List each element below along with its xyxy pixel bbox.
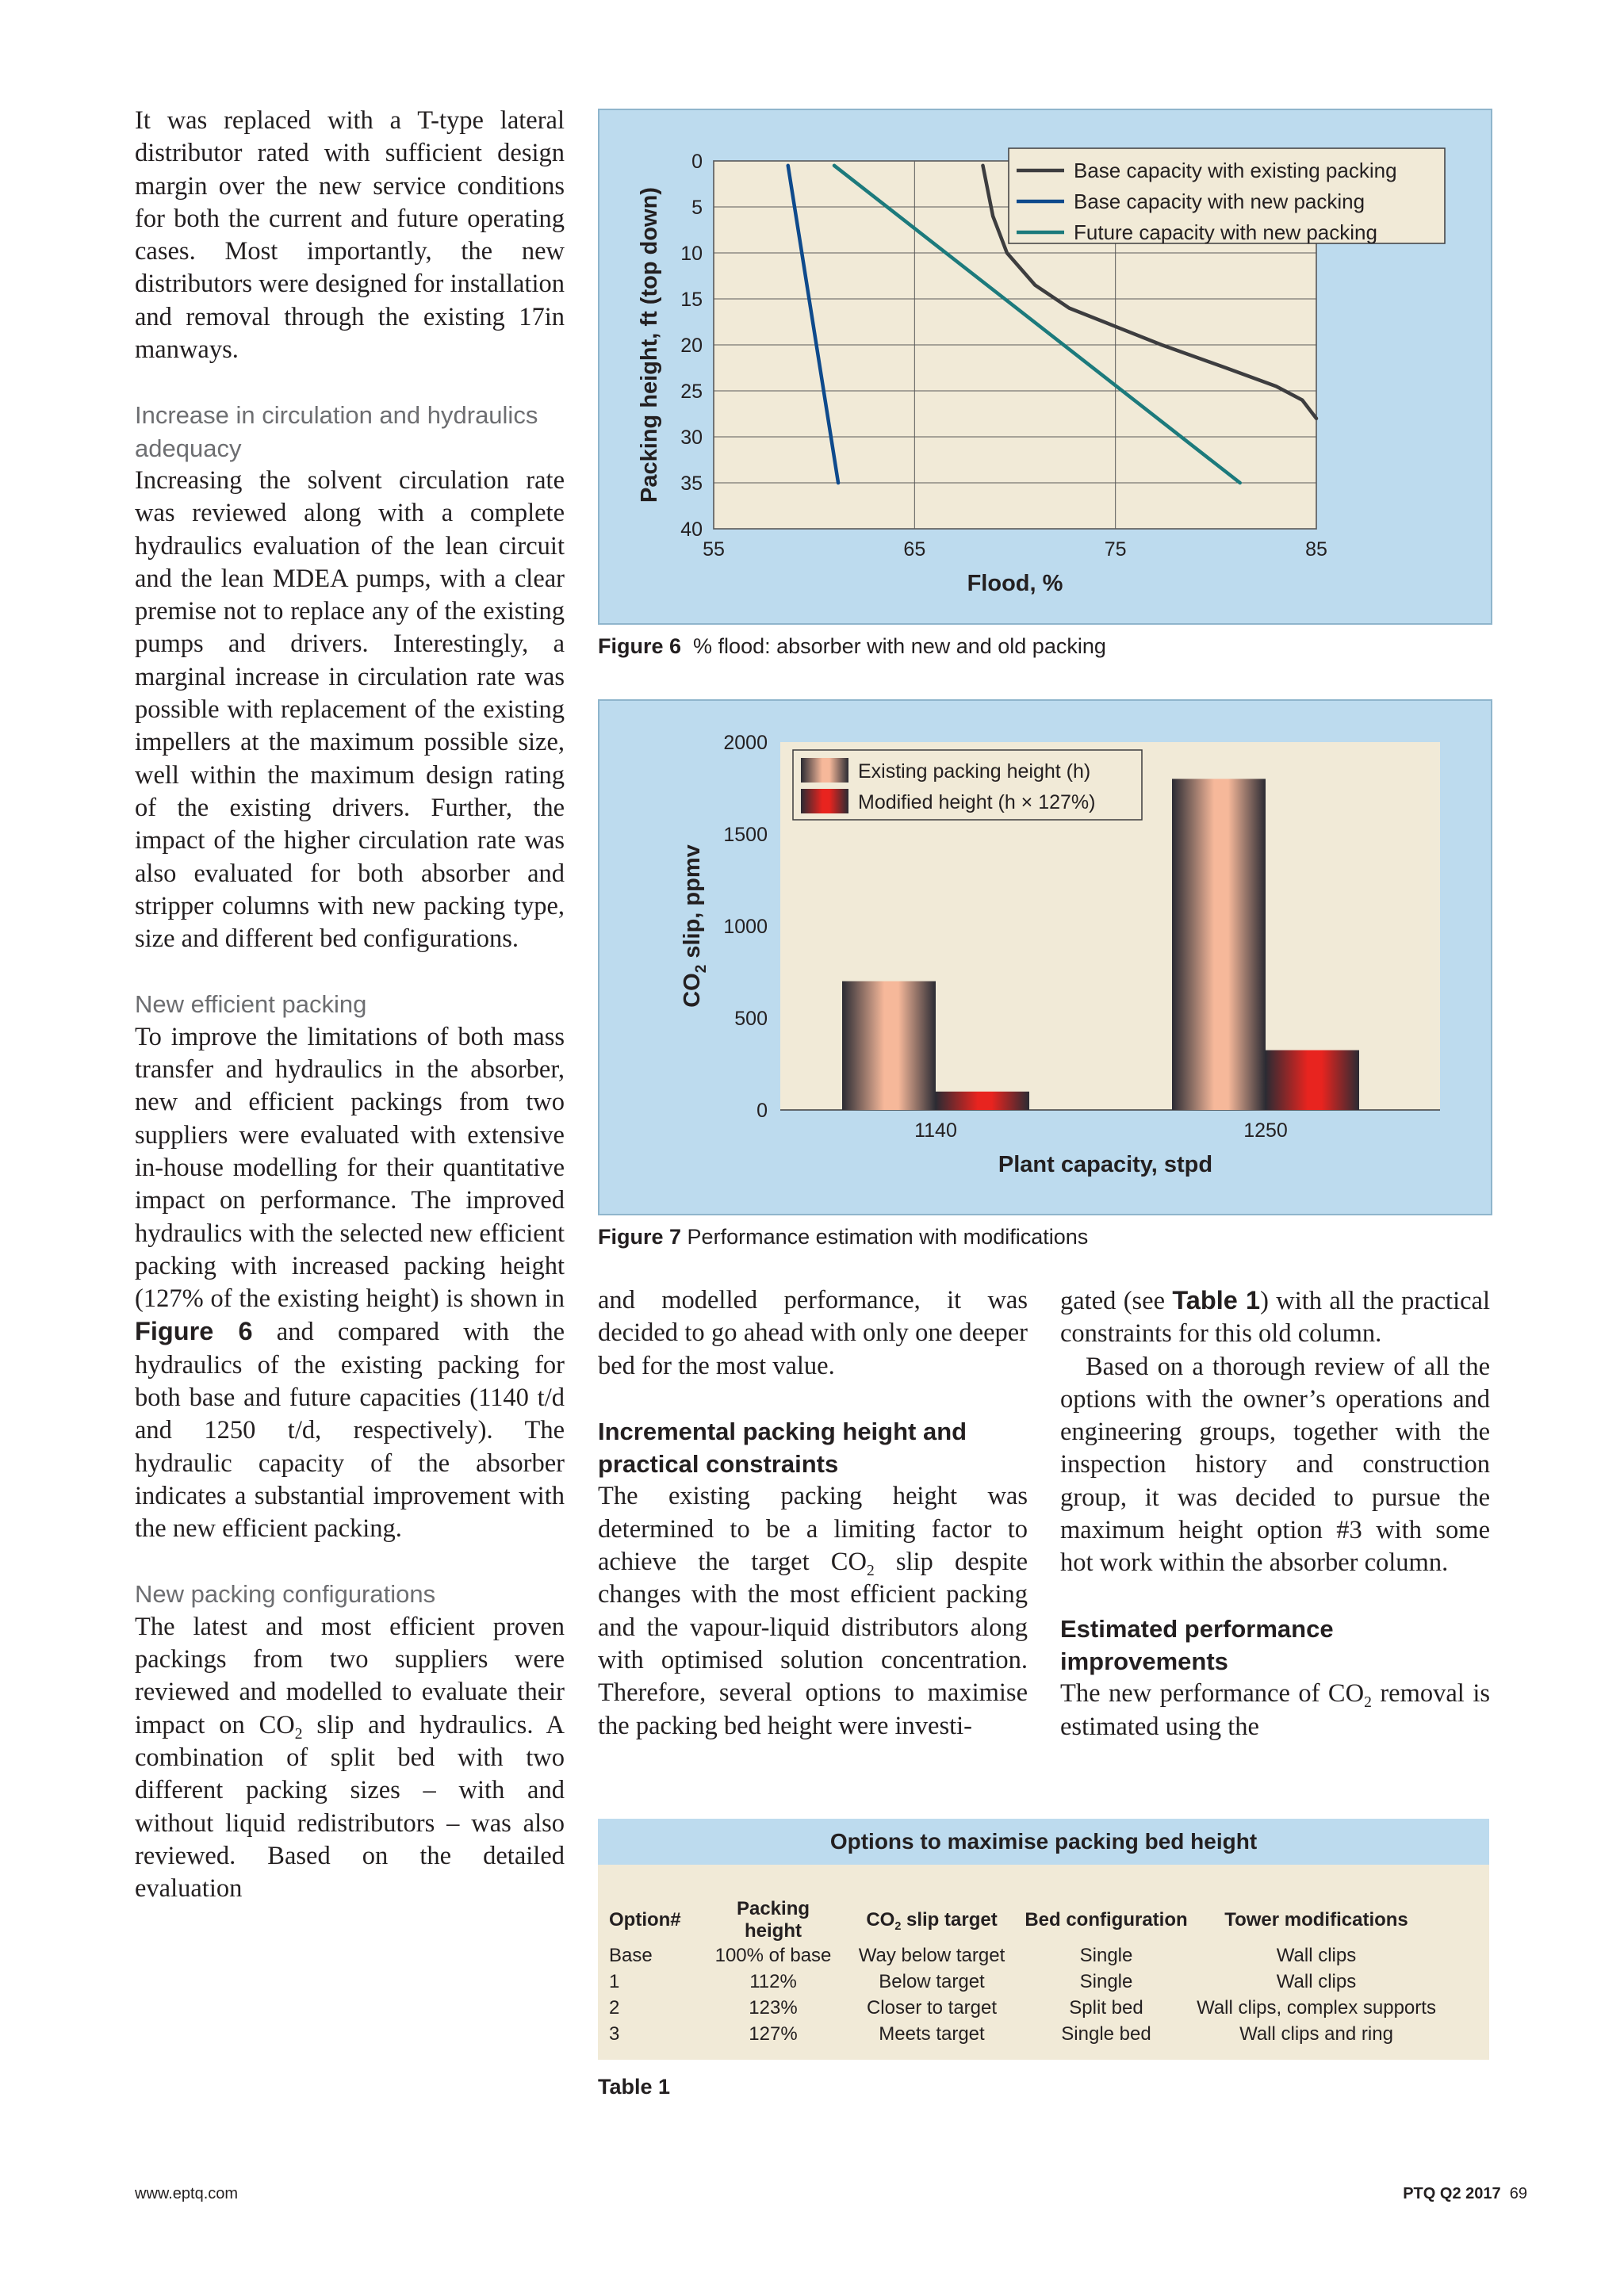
column-header: Bed configuration bbox=[1025, 1909, 1188, 1931]
table-cell: 127% bbox=[749, 2022, 798, 2045]
x-axis-title: Plant capacity, stpd bbox=[998, 1152, 1213, 1177]
legend-label: Future capacity with new packing bbox=[1074, 220, 1377, 244]
bar bbox=[1172, 779, 1266, 1110]
column-header: Option# bbox=[609, 1909, 681, 1931]
paragraph: Increasing the solvent circulation rate was reviewed along with a complete hydraulics evaluation of the lean circuit and the lean MDEA pumps, with a clear premise not to replace any of the existing pumps and drivers. Interestingly, a marginal increase in circulation rate was possible with replacement of the existing impellers at the maximum possible size, well within the maximum design rating of the existing drivers. Further, the impact of the higher circulation rate was also evaluated for both absorber and stripper columns with new packing type, size and different bed configurations. bbox=[135, 465, 565, 954]
x-tick-label: 85 bbox=[1305, 538, 1327, 561]
table-row bbox=[609, 1942, 1443, 1969]
figure-6-caption: Figure 6 % flood: absorber with new and old packing bbox=[598, 634, 1106, 658]
table-cell: Wall clips, complex supports bbox=[1197, 1996, 1436, 2019]
paragraph: gated (see Table 1) with all the practical constraints for this old column. bbox=[1060, 1286, 1490, 1349]
table-cell: Below target bbox=[879, 1970, 985, 1992]
table-cell: Wall clips bbox=[1276, 1944, 1357, 1966]
y-axis-title: $CO_2$ slip, ppmv bbox=[680, 844, 710, 1008]
y-tick-label: 0 bbox=[691, 151, 703, 173]
x-axis-title: Flood, % bbox=[967, 571, 1063, 596]
legend-label: Base capacity with new packing bbox=[1074, 189, 1365, 213]
table-cell: Base bbox=[609, 1944, 653, 1966]
table-cell: Single bbox=[1079, 1970, 1133, 1992]
y-tick-label: 1000 bbox=[723, 916, 768, 938]
x-tick-label: 75 bbox=[1104, 538, 1127, 561]
y-tick-label: 40 bbox=[680, 519, 703, 541]
table-cell: Closer to target bbox=[866, 1996, 998, 2019]
table-row bbox=[609, 1969, 1443, 1995]
legend-label: Existing packing height (h) bbox=[858, 760, 1091, 783]
table-1-caption: Table 1 bbox=[598, 2075, 671, 2099]
table-cell: Single bed bbox=[1061, 2022, 1151, 2045]
column-header: Tower modifications bbox=[1224, 1909, 1408, 1931]
text-column-2 bbox=[598, 1284, 1028, 1743]
column-header: Packing height bbox=[736, 1898, 810, 1942]
y-tick-label: 15 bbox=[680, 289, 703, 311]
x-tick-label: 1250 bbox=[1243, 1119, 1288, 1142]
bar bbox=[1266, 1050, 1359, 1110]
table-cell: 100% of base bbox=[714, 1944, 832, 1966]
paragraph: The new performance of $CO_2$ removal is estimated using the bbox=[1060, 1679, 1490, 1741]
figure-reference: Figure 6 bbox=[135, 1317, 253, 1346]
table-row bbox=[609, 2021, 1443, 2047]
table-cell: Way below target bbox=[858, 1944, 1005, 1966]
text-column-3 bbox=[1060, 1284, 1490, 1743]
table-cell: Split bed bbox=[1069, 1996, 1143, 2019]
section-heading: Incremental packing height and practical constraints bbox=[598, 1417, 967, 1479]
x-tick-label: 65 bbox=[903, 538, 926, 561]
y-tick-label: 500 bbox=[734, 1008, 768, 1030]
options-table bbox=[609, 1898, 1443, 2047]
table-cell: Single bbox=[1079, 1944, 1133, 1966]
x-tick-label: 1140 bbox=[914, 1119, 957, 1142]
table-cell: Wall clips bbox=[1276, 1970, 1357, 1992]
legend-swatch bbox=[801, 789, 848, 813]
footer-issue: PTQ Q2 2017 69 bbox=[1403, 2185, 1527, 2202]
table-header-row bbox=[609, 1898, 1443, 1942]
legend-label: Modified height (h × 127%) bbox=[858, 791, 1096, 813]
y-tick-label: 25 bbox=[680, 381, 703, 403]
y-tick-label: 1500 bbox=[723, 824, 768, 846]
co2-slip-bar-chart bbox=[599, 701, 1491, 1214]
section-heading: New packing configurations bbox=[135, 1580, 436, 1609]
table-cell: Wall clips and ring bbox=[1239, 2022, 1393, 2045]
paragraph: Based on a thorough review of all the options with the owner’s operations and engineering groups, together with the inspection history and construction group, it was decided to pursue the maximum height option #3 with some hot work within the absorber column. bbox=[1060, 1352, 1490, 1578]
page-number: 69 bbox=[1509, 2185, 1527, 2202]
y-tick-label: 2000 bbox=[723, 732, 768, 754]
table-row bbox=[609, 1995, 1443, 2021]
paragraph: To improve the limitations of both mass transfer and hydraulics in the absorber, new and efficient packings from two suppliers were evaluated with extensive in-house modelling for their quantitative impact on performance. The improved hydraulics with the selected new efficient packing with increased packing height (127% of the existing height) is shown in Figure 6 and compared with the hydraulics of the existing packing for both base and future capacities (1140 t/d and 1250 t/d, respectively). The hydraulic capacity of the absorber indicates a substantial improvement with the new efficient packing. bbox=[135, 1022, 565, 1544]
table-cell: 1 bbox=[609, 1970, 620, 1992]
figure-6-chart bbox=[598, 109, 1492, 625]
figure-7-chart bbox=[598, 699, 1492, 1215]
flood-line-chart bbox=[599, 110, 1491, 623]
y-tick-label: 10 bbox=[680, 243, 703, 265]
bar bbox=[936, 1092, 1029, 1110]
paragraph: The existing packing height was determined to be a limiting factor to achieve the target $CO_2$ slip despite changes with the most efficient packing and the vapour-liquid distributors along with optimised solution concentration. Therefore, several options to maximise the packing bed height were investi- bbox=[598, 1482, 1028, 1740]
table-cell: Meets target bbox=[879, 2022, 985, 2045]
table-cell: 112% bbox=[749, 1970, 797, 1992]
section-heading: Estimated performance improvements bbox=[1060, 1614, 1334, 1675]
section-heading: New efficient packing bbox=[135, 990, 367, 1019]
paragraph: The latest and most efficient proven packings from two suppliers were reviewed and modelled to evaluate their impact on $CO_2$ slip and hydraulics. A combination of split bed with two different packing sizes – with and without liquid redistributors – was also reviewed. Based on the detailed evaluation bbox=[135, 1612, 565, 1904]
table-cell: 2 bbox=[609, 1996, 620, 2019]
paragraph: and modelled performance, it was decided to go ahead with only one deeper bed for the most value. bbox=[598, 1286, 1028, 1380]
footer-url: www.eptq.com bbox=[135, 2185, 239, 2202]
figure-7-caption: Figure 7 Performance estimation with modifications bbox=[598, 1225, 1089, 1249]
table-title: Options to maximise packing bed height bbox=[598, 1819, 1489, 1865]
column-header: $CO_2$ slip target bbox=[866, 1909, 998, 1934]
table-reference: Table 1 bbox=[1172, 1286, 1261, 1314]
table-cell: 3 bbox=[609, 2022, 620, 2045]
legend-label: Base capacity with existing packing bbox=[1074, 159, 1397, 182]
legend-swatch bbox=[801, 758, 848, 783]
y-tick-label: 20 bbox=[680, 335, 703, 357]
paragraph: It was replaced with a T-type lateral distributor rated with sufficient design margin over the new service conditions for both the current and future operating cases. Most importantly, the new distributors were designed for installation and removal through the existing 17in manways. bbox=[135, 106, 565, 365]
table-cell: 123% bbox=[749, 1996, 798, 2019]
y-axis-title: Packing height, ft (top down) bbox=[637, 187, 662, 503]
y-tick-label: 30 bbox=[680, 427, 703, 449]
x-tick-label: 55 bbox=[703, 538, 725, 561]
y-tick-label: 5 bbox=[691, 197, 703, 219]
y-tick-label: 0 bbox=[756, 1100, 768, 1122]
text-column-1 bbox=[135, 105, 565, 1905]
table-1 bbox=[598, 1819, 1489, 2060]
section-heading: Increase in circulation and hydraulics adequacy bbox=[135, 401, 538, 462]
bar bbox=[842, 982, 936, 1110]
y-tick-label: 35 bbox=[680, 473, 703, 495]
